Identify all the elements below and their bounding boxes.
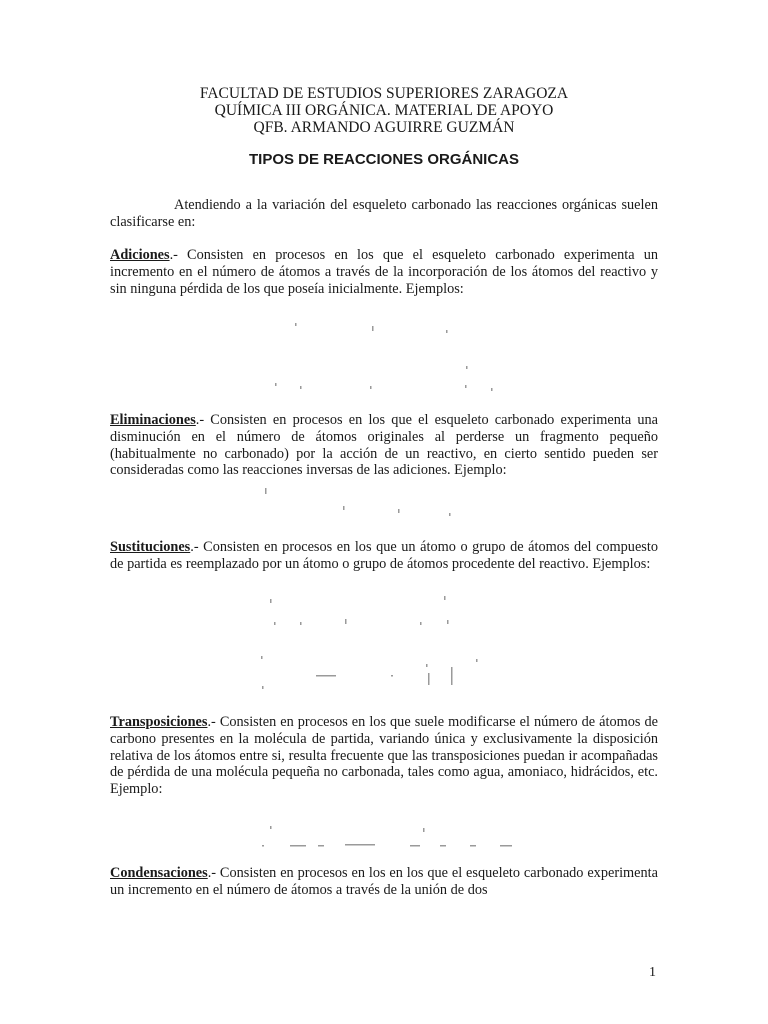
figure-mark (466, 366, 468, 369)
section-term-condensaciones: Condensaciones (110, 865, 208, 881)
section-term-sustituciones: Sustituciones (110, 539, 191, 555)
figure-mark (270, 599, 272, 603)
figure-mark (275, 383, 277, 386)
figure-mark (345, 619, 347, 624)
figure-mark (372, 326, 374, 331)
figure-mark (410, 845, 420, 847)
figure-mark (446, 330, 448, 333)
section-adiciones (110, 247, 658, 297)
header-line-course: QUÍMICA III ORGÁNICA. MATERIAL DE APOYO (214, 102, 554, 119)
document-header (0, 85, 768, 136)
figure-mark (316, 675, 336, 677)
section-term-eliminaciones: Eliminaciones (110, 412, 196, 428)
section-sustituciones (110, 539, 658, 573)
section-text-eliminaciones: .- Consisten en procesos en los que el esqueleto carbonado experimenta una disminución en el número de átomos originales al perderse un fragmento pequeño (habitualmente no carbonado) por la acción de un reactivo, en cierto sentido pueden ser consideradas como las reacciones inversas de las adiciones. Ejemplo: (110, 412, 658, 479)
figure-mark (391, 675, 393, 677)
figure-mark (428, 673, 430, 685)
section-text-condensaciones: .- Consisten en procesos en los en los que el esqueleto carbonado experimenta un incremento en el número de átomos a través de la unión de dos (110, 865, 658, 898)
section-text-transposiciones: .- Consisten en procesos en los que suele modificarse el número de átomos de carbono presentes en la molécula de partida, variando única y exclusivamente la disposición relativa de los átomos entre si, resulta frecuente que las transposiciones puedan ir acompañadas de pérdida de una molécula pequeña no carbonada, tales como agua, amoniaco, hidrácidos, etc. Ejemplo: (110, 714, 658, 798)
figure-mark (398, 509, 400, 513)
figure-mark (447, 620, 449, 624)
section-eliminaciones (110, 412, 658, 479)
figure-mark (265, 488, 267, 494)
figure-mark (444, 596, 446, 600)
figure-mark (426, 664, 428, 667)
figure-mark (476, 659, 478, 662)
figure-mark (449, 513, 451, 516)
figure-mark (262, 686, 264, 689)
header-line-faculty: FACULTAD DE ESTUDIOS SUPERIORES ZARAGOZA (199, 85, 569, 102)
figure-mark (262, 845, 264, 847)
figure-mark (300, 622, 302, 625)
figure-mark (261, 656, 263, 659)
figure-mark (290, 845, 306, 847)
section-transposiciones (110, 714, 658, 798)
figure-mark (465, 385, 467, 388)
figure-mark (470, 845, 476, 847)
figure-mark (370, 386, 372, 389)
figure-mark (420, 622, 422, 625)
figure-mark (300, 386, 302, 389)
figure-mark (274, 622, 276, 625)
document-title: TIPOS DE REACCIONES ORGÁNICAS (248, 151, 520, 168)
section-text-adiciones: .- Consisten en procesos en los que el esqueleto carbonado experimenta un incremento en el número de átomos a través de la incorporación de los átomos del reactivo y sin ninguna pérdida de los que poseía inicialmente. Ejemplos: (110, 247, 658, 297)
section-term-transposiciones: Transposiciones (110, 714, 208, 730)
intro-paragraph: Atendiendo a la variación del esqueleto carbonado las reacciones orgánicas suelen clasificarse en: (110, 197, 658, 230)
figure-mark (345, 844, 375, 846)
page-number: 1 (649, 965, 656, 980)
figure-mark (491, 388, 493, 391)
figure-mark (295, 323, 297, 326)
figure-mark (343, 506, 345, 510)
figure-mark (270, 826, 272, 829)
figure-mark (500, 845, 512, 847)
figure-mark (423, 828, 425, 832)
header-line-author: QFB. ARMANDO AGUIRRE GUZMÁN (253, 119, 515, 136)
section-condensaciones (110, 865, 658, 899)
figure-mark (318, 845, 324, 847)
section-term-adiciones: Adiciones (110, 247, 170, 263)
figure-mark (451, 667, 453, 685)
figure-mark (440, 845, 446, 847)
section-text-sustituciones: .- Consisten en procesos en los que un átomo o grupo de átomos del compuesto de partida es reemplazado por un átomo o grupo de átomos procedente del reactivo. Ejemplos: (110, 539, 658, 572)
